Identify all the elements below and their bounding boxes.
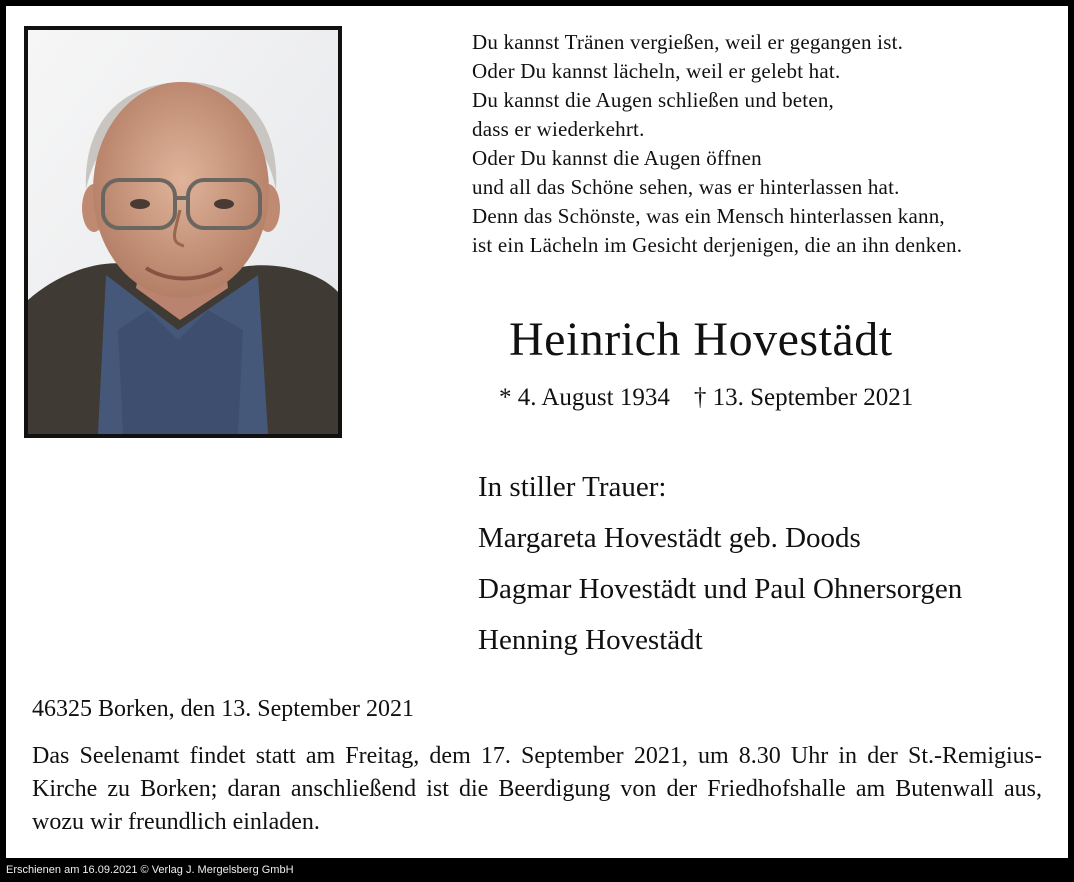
mourner-name: Henning Hovestädt (478, 624, 703, 656)
poem-line: Du kannst die Augen schließen und beten, (472, 88, 835, 112)
publication-footer: Erschienen am 16.09.2021 © Verlag J. Mergelsberg GmbH (6, 864, 294, 876)
portrait-photo (24, 26, 342, 438)
mourner-name: Dagmar Hovestädt und Paul Ohnersorgen (478, 573, 963, 605)
death-date: † 13. September 2021 (693, 384, 914, 411)
deceased-name: Heinrich Hovestädt (509, 313, 893, 366)
poem-line: Du kannst Tränen vergießen, weil er gegangen ist. (472, 30, 904, 54)
portrait-illustration (28, 30, 338, 434)
poem-line: ist ein Lächeln im Gesicht derjenigen, die an ihn denken. (472, 233, 963, 257)
poem-line: und all das Schöne sehen, was er hinterlassen hat. (472, 175, 900, 199)
place-and-date: 46325 Borken, den 13. September 2021 (32, 696, 414, 722)
poem-line: Denn das Schönste, was ein Mensch hinterlassen kann, (472, 204, 945, 228)
mourners-list (478, 462, 962, 666)
poem-line: Oder Du kannst lächeln, weil er gelebt hat. (472, 59, 841, 83)
life-dates (499, 384, 913, 412)
mourners-heading: In stiller Trauer: (478, 471, 667, 503)
birth-date: * 4. August 1934 (499, 384, 670, 411)
mourner-name: Margareta Hovestädt geb. Doods (478, 522, 861, 554)
obituary-card (6, 6, 1068, 858)
service-announcement: Das Seelenamt findet statt am Freitag, dem 17. September 2021, um 8.30 Uhr in der St.-Remigius-Kirche zu Borken; daran anschließend ist die Beerdigung von der Friedhofshalle am Butenwall aus, wozu wir freundlich einladen. (32, 743, 1042, 835)
poem-line: dass er wiederkehrt. (472, 117, 645, 141)
memorial-poem (472, 28, 962, 260)
poem-line: Oder Du kannst die Augen öffnen (472, 146, 762, 170)
